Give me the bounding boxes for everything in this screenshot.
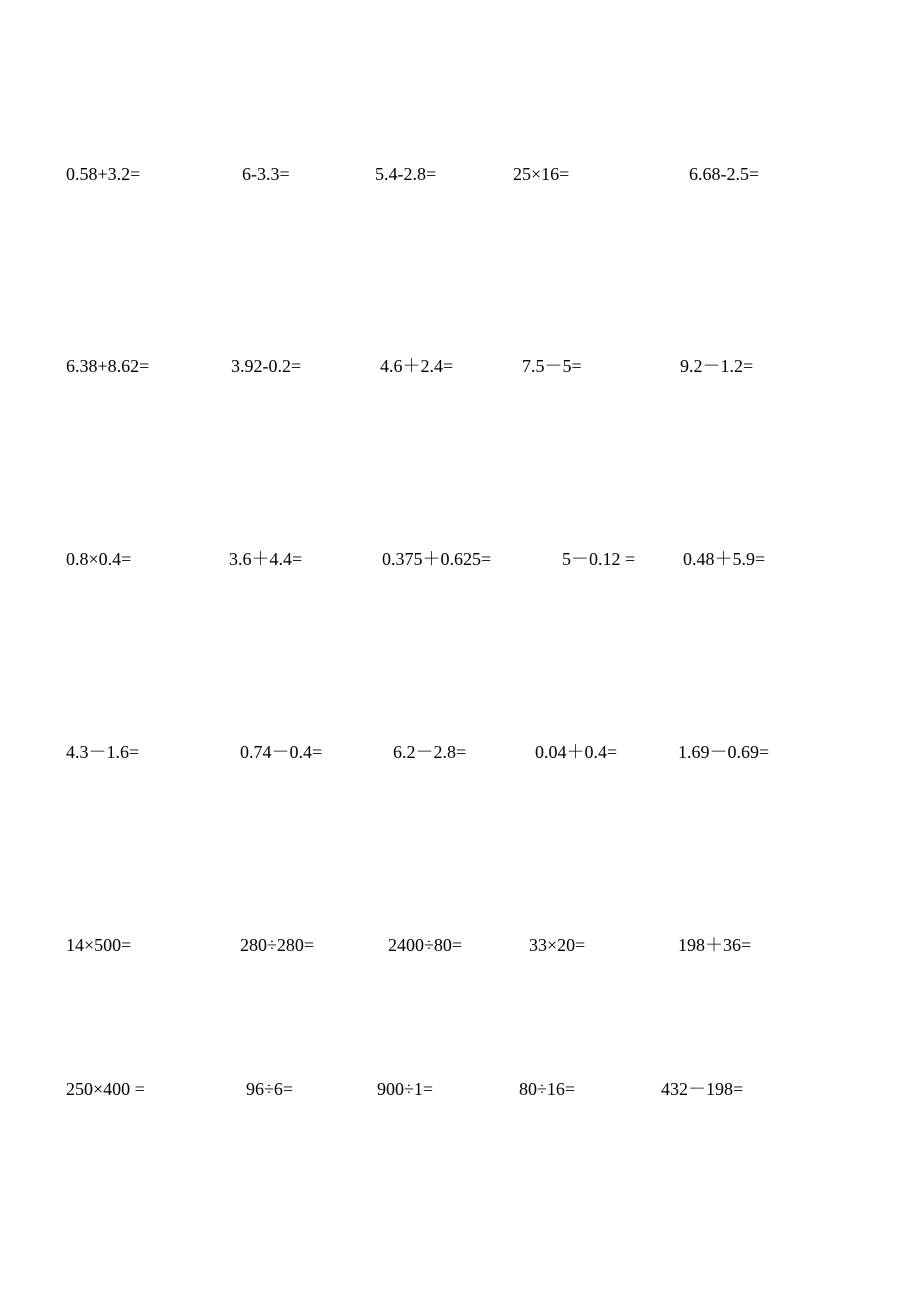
problem: 5－0.12 = xyxy=(562,549,636,569)
problem: 80÷16= xyxy=(519,1079,576,1099)
problem: 0.375＋0.625= xyxy=(382,549,492,569)
problem-row-5 xyxy=(0,934,920,964)
problem: 4.3－1.6= xyxy=(66,742,140,762)
problem: 900÷1= xyxy=(377,1079,434,1099)
problem-row-2 xyxy=(0,355,920,385)
problem: 96÷6= xyxy=(246,1079,294,1099)
problem: 0.74－0.4= xyxy=(240,742,323,762)
problem: 5.4-2.8= xyxy=(375,164,437,184)
problem: 14×500= xyxy=(66,935,132,955)
problem: 7.5－5= xyxy=(522,356,582,376)
problem: 6.38+8.62= xyxy=(66,356,150,376)
problem: 1.69－0.69= xyxy=(678,742,770,762)
problem-row-1 xyxy=(0,163,920,193)
problem: 4.6＋2.4= xyxy=(380,356,454,376)
problem: 0.48＋5.9= xyxy=(683,549,766,569)
problem-row-3 xyxy=(0,548,920,578)
problem: 25×16= xyxy=(513,164,570,184)
problem: 2400÷80= xyxy=(388,935,463,955)
problem-row-4 xyxy=(0,741,920,771)
problem: 0.58+3.2= xyxy=(66,164,141,184)
problem: 432－198= xyxy=(661,1079,744,1099)
problem: 6-3.3= xyxy=(242,164,290,184)
problem: 198＋36= xyxy=(678,935,752,955)
problem: 9.2－1.2= xyxy=(680,356,754,376)
problem: 6.68-2.5= xyxy=(689,164,760,184)
problem: 280÷280= xyxy=(240,935,315,955)
problem-row-6 xyxy=(0,1078,920,1108)
problem: 0.04＋0.4= xyxy=(535,742,618,762)
problem: 33×20= xyxy=(529,935,586,955)
problem: 3.92-0.2= xyxy=(231,356,302,376)
problem: 250×400 = xyxy=(66,1079,145,1099)
problem: 6.2－2.8= xyxy=(393,742,467,762)
problem: 3.6＋4.4= xyxy=(229,549,303,569)
problem: 0.8×0.4= xyxy=(66,549,132,569)
